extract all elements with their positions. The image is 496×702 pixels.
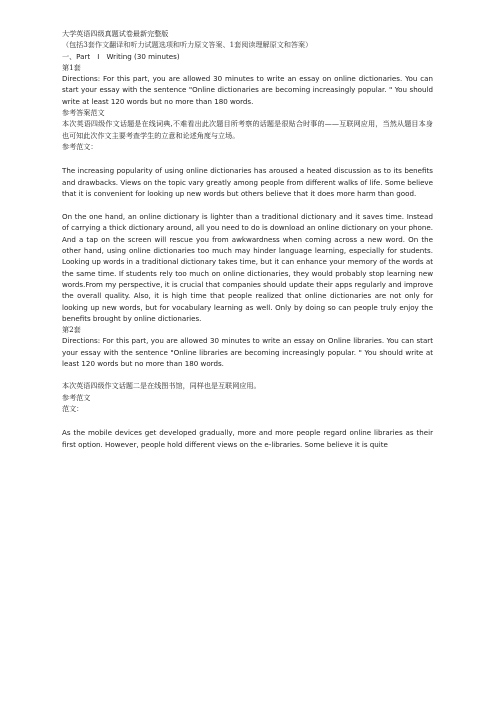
set2-answer-label: 参考范文: [62, 392, 91, 402]
document-title: 大学英语四级真题试卷最新完整版: [62, 29, 169, 38]
set2-analysis: 本次英语四级作文话题二是在线图书馆，同样也是互联网应用。: [62, 381, 261, 391]
set1-label: 第1套: [62, 62, 81, 72]
set2-sample-label: 范文：: [62, 403, 84, 413]
document-page: [62, 28, 433, 450]
part-heading: 一、Part Ⅰ Writing (30 minutes): [62, 51, 180, 61]
set1-paragraph-1: The increasing popularity of using online dictionaries has aroused a heated discussion as to its benefits and drawbacks. Views on the topic vary greatly among people from different walks of life. Some believe that it is convenient for looking up new words but others believe that it does more harm than good.: [62, 166, 433, 198]
set2-paragraph-1: As the mobile devices get developed gradually, more and more people regard online libraries as their first option. However, people hold different views on the e-libraries. Some believe it is quite: [62, 428, 433, 449]
set1-sample-label: 参考范文：: [62, 141, 98, 151]
set2-directions: Directions: For this part, you are allowed 30 minutes to write an essay on Online libraries. You can start your essay with the sentence "Online libraries are becoming increasingly popular. " You should write at least 120 words but no more than 180 words.: [62, 336, 433, 369]
set1-paragraph-2: On the one hand, an online dictionary is lighter than a traditional dictionary and it saves time. Instead of carrying a thick dictionary around, all you need to do is download an online dictionary on your phone. And a tap on the screen will rescue you from awkwardness when coming across a new word. On the other hand, using online dictionaries too much may hinder language learning, especially for students. Looking up words in a traditional dictionary takes time, but it can enhance your memory of the words at the same time. If students rely too much on online dictionaries, they would probably stop learning new words.From my perspective, it is crucial that companies should update their apps regularly and improve the overall quality. Also, it is high time that people realized that online dictionaries are not only for looking up new words, but for vocabulary learning as well. Only by doing so can people truly enjoy the benefits brought by online dictionaries.: [62, 212, 433, 323]
set2-label: 第2套: [62, 325, 81, 335]
set1-directions: Directions: For this part, you are allowed 30 minutes to write an essay on online dictionaries. You can start your essay with the sentence "Online dictionaries are becoming increasingly popular. " You should write at least 120 words but no more than 180 words.: [62, 74, 433, 106]
document-subtitle: （包括3套作文翻译和听力试题选项和听力原文答案、1套阅读理解原文和答案）: [62, 40, 313, 50]
set1-analysis: 本次英语四级作文话题是在线词典,不难看出此次题目所考察的话题是很贴合时事的——互联网应用，当然从题目本身也可知此次作文主要考查学生的立意和论述角度与立场。: [62, 119, 433, 140]
set1-answer-label: 参考答案范文: [62, 108, 105, 118]
